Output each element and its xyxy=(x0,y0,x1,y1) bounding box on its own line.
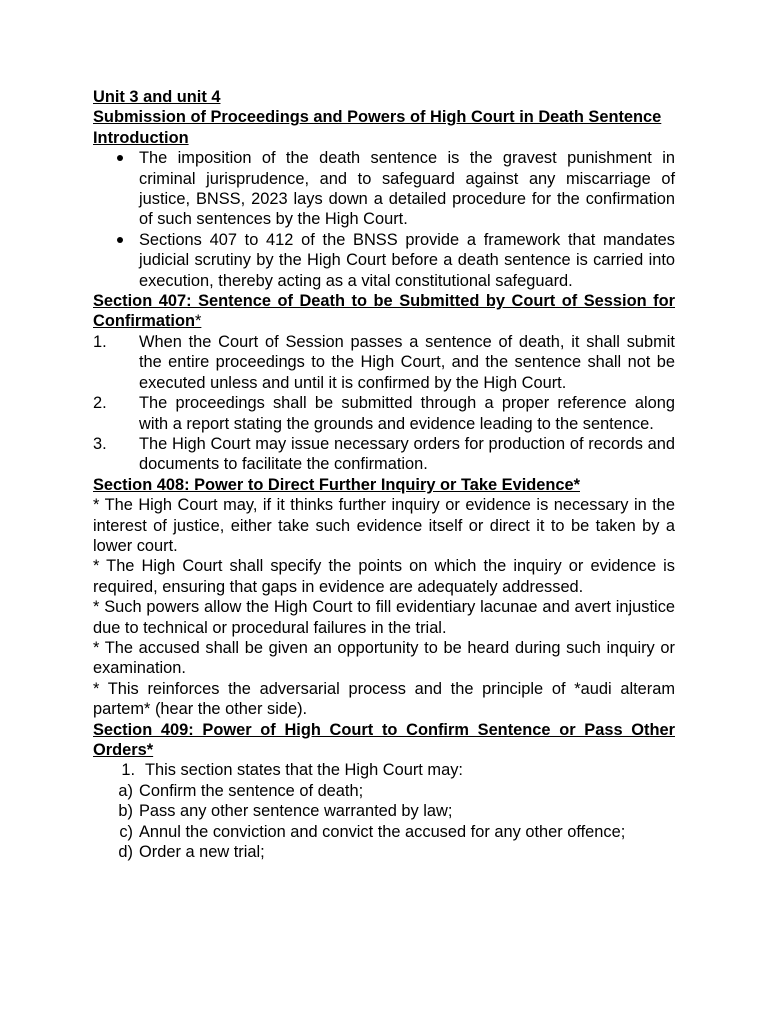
section-408-heading: Section 408: Power to Direct Further Inquiry or Take Evidence* xyxy=(93,475,580,494)
section-409-item-c: c) Annul the conviction and convict the accused for any other offence; xyxy=(119,822,626,841)
intro-bullet-1: The imposition of the death sentence is the gravest punishment in criminal jurisprudence, and to safeguard against any miscarriage of justice, BNSS, 2023 lays down a detailed procedure for the confirmation of such sentences by the High Court. xyxy=(93,148,675,230)
bullet-icon xyxy=(117,155,123,161)
intro-bullet-2: Sections 407 to 412 of the BNSS provide a framework that mandates judicial scrutiny by the High Court before a death sentence is carried into execution, thereby acting as a vital constitutional safeguard. xyxy=(93,230,675,291)
introduction-heading: Introduction xyxy=(93,128,189,147)
document-page xyxy=(93,87,675,862)
section-409-intro: 1. This section states that the High Court may: xyxy=(121,761,463,780)
section-407-item-2: 2. The proceedings shall be submitted through a proper reference along with a report stating the grounds and evidence leading to the sentence. xyxy=(93,394,675,433)
section-407-item-1: 1. When the Court of Session passes a sentence of death, it shall submit the entire proceedings to the High Court, and the sentence shall not be executed unless and until it is confirmed by the High Court. xyxy=(93,332,675,392)
section-408-point-5: * This reinforces the adversarial process and the principle of *audi alteram partem* (hear the other side). xyxy=(93,679,675,719)
section-408-point-1: * The High Court may, if it thinks further inquiry or evidence is necessary in the interest of justice, either take such evidence itself or direct it to be taken by a lower court. xyxy=(93,496,675,555)
section-409-item-d: d) Order a new trial; xyxy=(118,843,265,862)
bullet-icon xyxy=(117,237,123,243)
document-title: Submission of Proceedings and Powers of High Court in Death Sentence xyxy=(93,108,662,127)
section-408-point-4: * The accused shall be given an opportunity to be heard during such inquiry or examination. xyxy=(93,638,675,678)
unit-heading: Unit 3 and unit 4 xyxy=(93,88,221,106)
section-407-item-3: 3. The High Court may issue necessary orders for production of records and documents to facilitate the confirmation. xyxy=(93,434,675,474)
section-409-item-a: a) Confirm the sentence of death; xyxy=(118,781,364,800)
section-407-heading: Section 407: Sentence of Death to be Submitted by Court of Session for Confirmation* xyxy=(93,292,675,331)
section-409-list xyxy=(93,781,675,863)
section-407-list xyxy=(93,332,675,475)
section-408-point-3: * Such powers allow the High Court to fill evidentiary lacunae and avert injustice due to technical or procedural failures in the trial. xyxy=(93,598,675,637)
section-409-item-b: b) Pass any other sentence warranted by law; xyxy=(118,802,453,821)
section-409-heading: Section 409: Power of High Court to Confirm Sentence or Pass Other Orders* xyxy=(93,720,675,759)
intro-bullet-list xyxy=(93,148,675,291)
section-408-point-2: * The High Court shall specify the points on which the inquiry or evidence is required, ensuring that gaps in evidence are adequately addressed. xyxy=(93,557,675,596)
